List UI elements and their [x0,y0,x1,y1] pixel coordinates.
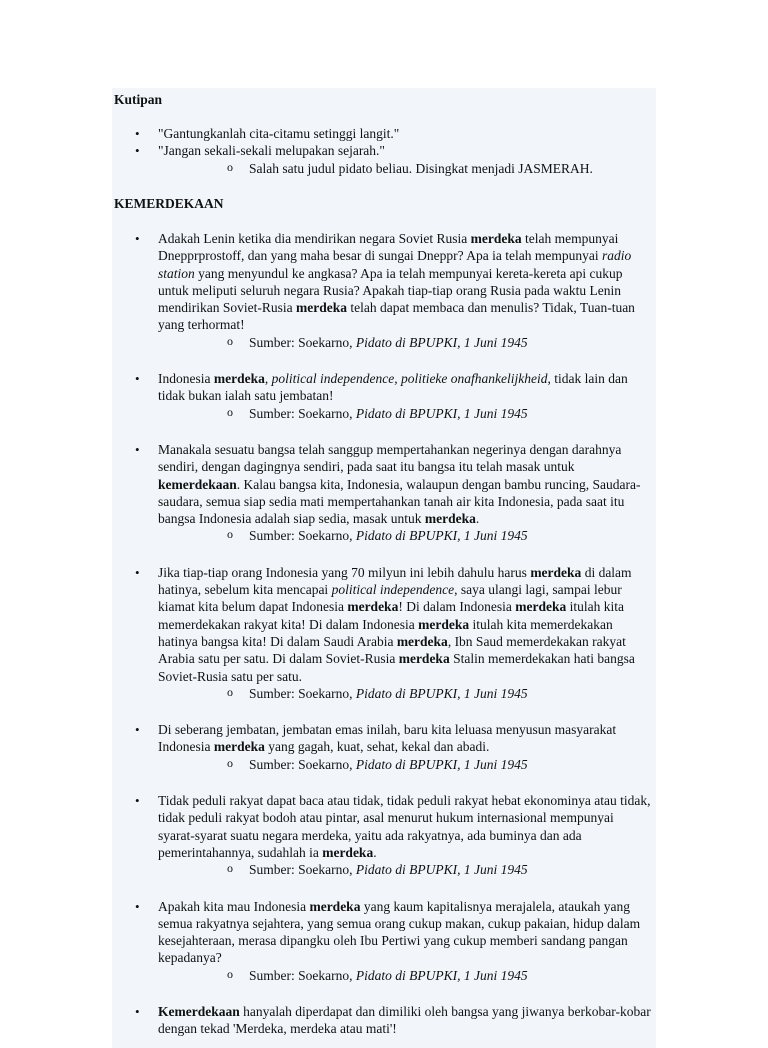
source-citation: o Sumber: Soekarno, Pidato di BPUPKI, 1 Juni 1945 [158,756,652,773]
list-item: • Tidak peduli rakyat dapat baca atau tidak, tidak peduli rakyat hebat ekonominya atau tidak, tidak peduli rakyat bodoh atau pintar, asal menurut hukum internasional mempunyai syarat-syarat suatu negara merdeka, yaitu ada rakyatnya, ada buminya dan ada pemerintahannya, sudahlah ia merdeka. o Sumber: Soekarno, Pidato di BPUPKI, 1 Juni 1945 [112,792,652,878]
list-item: • Jika tiap-tiap orang Indonesia yang 70 milyun ini lebih dahulu harus merdeka di dalam hatinya, sebelum kita mencapai political independence, saya ulangi lagi, sampai lebur kiamat kita belum dapat Indonesia merdeka! Di dalam Indonesia merdeka itulah kita memerdekakan rakyat kita! Di dalam Indonesia merdeka itulah kita memerdekakan hatinya bangsa kita! Di dalam Saudi Arabia merdeka, Ibn Saud memerdekakan rakyat Arabia satu per satu. Di dalam Soviet-Rusia merdeka Stalin memerdekakan hati bangsa Soviet-Rusia satu per satu. o Sumber: Soekarno, Pidato di BPUPKI, 1 Juni 1945 [112,564,652,702]
quote-text: "Gantungkanlah cita-citamu setinggi langit." [158,126,400,141]
list-item: • Adakah Lenin ketika dia mendirikan negara Soviet Rusia merdeka telah mempunyai Dnepprprostoff, dan yang maha besar di sungai Dneppr? Apa ia telah mempunyai radio station yang menyundul ke angkasa? Apa ia telah mempunyai kereta-kereta api cukup untuk meliputi seluruh negara Rusia? Apakah tiap-tiap orang Rusia pada waktu Lenin mendirikan Soviet-Rusia merdeka telah dapat membaca dan menulis? Tidak, Tuan-tuan yang terhormat! o Sumber: Soekarno, Pidato di BPUPKI, 1 Juni 1945 [112,230,652,351]
source-citation: o Sumber: Soekarno, Pidato di BPUPKI, 1 Juni 1945 [158,405,652,422]
quote-list [112,125,652,177]
list-item [112,142,652,177]
list-item: • Di seberang jembatan, jembatan emas inilah, baru kita leluasa menyusun masyarakat Indonesia merdeka yang gagah, kuat, sehat, kekal dan abadi. o Sumber: Soekarno, Pidato di BPUPKI, 1 Juni 1945 [112,721,652,773]
quote-text: "Jangan sekali-sekali melupakan sejarah." [158,143,385,159]
section-heading-kemerdekaan: KEMERDEKAAN [114,196,224,211]
section-heading-kutipan: Kutipan [114,92,163,107]
source-citation: o Sumber: Soekarno, Pidato di BPUPKI, 1 Juni 1945 [158,334,652,351]
quote-list [112,230,652,1038]
source-citation: o Sumber: Soekarno, Pidato di BPUPKI, 1 Juni 1945 [158,967,652,984]
article-content [112,88,656,1048]
quote-note: o Salah satu judul pidato beliau. Disingkat menjadi JASMERAH. [158,160,652,177]
source-citation: o Sumber: Soekarno, Pidato di BPUPKI, 1 Juni 1945 [158,527,652,544]
list-item [112,125,652,142]
list-item: • Kemerdekaan hanyalah diperdapat dan dimiliki oleh bangsa yang jiwanya berkobar-kobar dengan tekad 'Merdeka, merdeka atau mati'! [112,1003,652,1038]
list-item: • Manakala sesuatu bangsa telah sanggup mempertahankan negerinya dengan darahnya sendiri, dengan dagingnya sendiri, pada saat itu bangsa itu telah masak untuk kemerdekaan. Kalau bangsa kita, Indonesia, walaupun dengan bambu runcing, Saudara-saudara, semua siap sedia mati mempertahankan tanah air kita Indonesia, pada saat itu bangsa Indonesia adalah siap sedia, masak untuk merdeka. o Sumber: Soekarno, Pidato di BPUPKI, 1 Juni 1945 [112,441,652,545]
source-citation: o Sumber: Soekarno, Pidato di BPUPKI, 1 Juni 1945 [158,685,652,702]
list-item: • Apakah kita mau Indonesia merdeka yang kaum kapitalisnya merajalela, ataukah yang semua rakyatnya sejahtera, yang semua orang cukup makan, cukup pakaian, hidup dalam kesejahteraan, merasa dipangku oleh Ibu Pertiwi yang cukup memberi sandang pangan kepadanya? o Sumber: Soekarno, Pidato di BPUPKI, 1 Juni 1945 [112,898,652,984]
source-citation: o Sumber: Soekarno, Pidato di BPUPKI, 1 Juni 1945 [158,861,652,878]
list-item: • Indonesia merdeka, political independence, politieke onafhankelijkheid, tidak lain dan tidak bukan ialah satu jembatan! o Sumber: Soekarno, Pidato di BPUPKI, 1 Juni 1945 [112,370,652,422]
